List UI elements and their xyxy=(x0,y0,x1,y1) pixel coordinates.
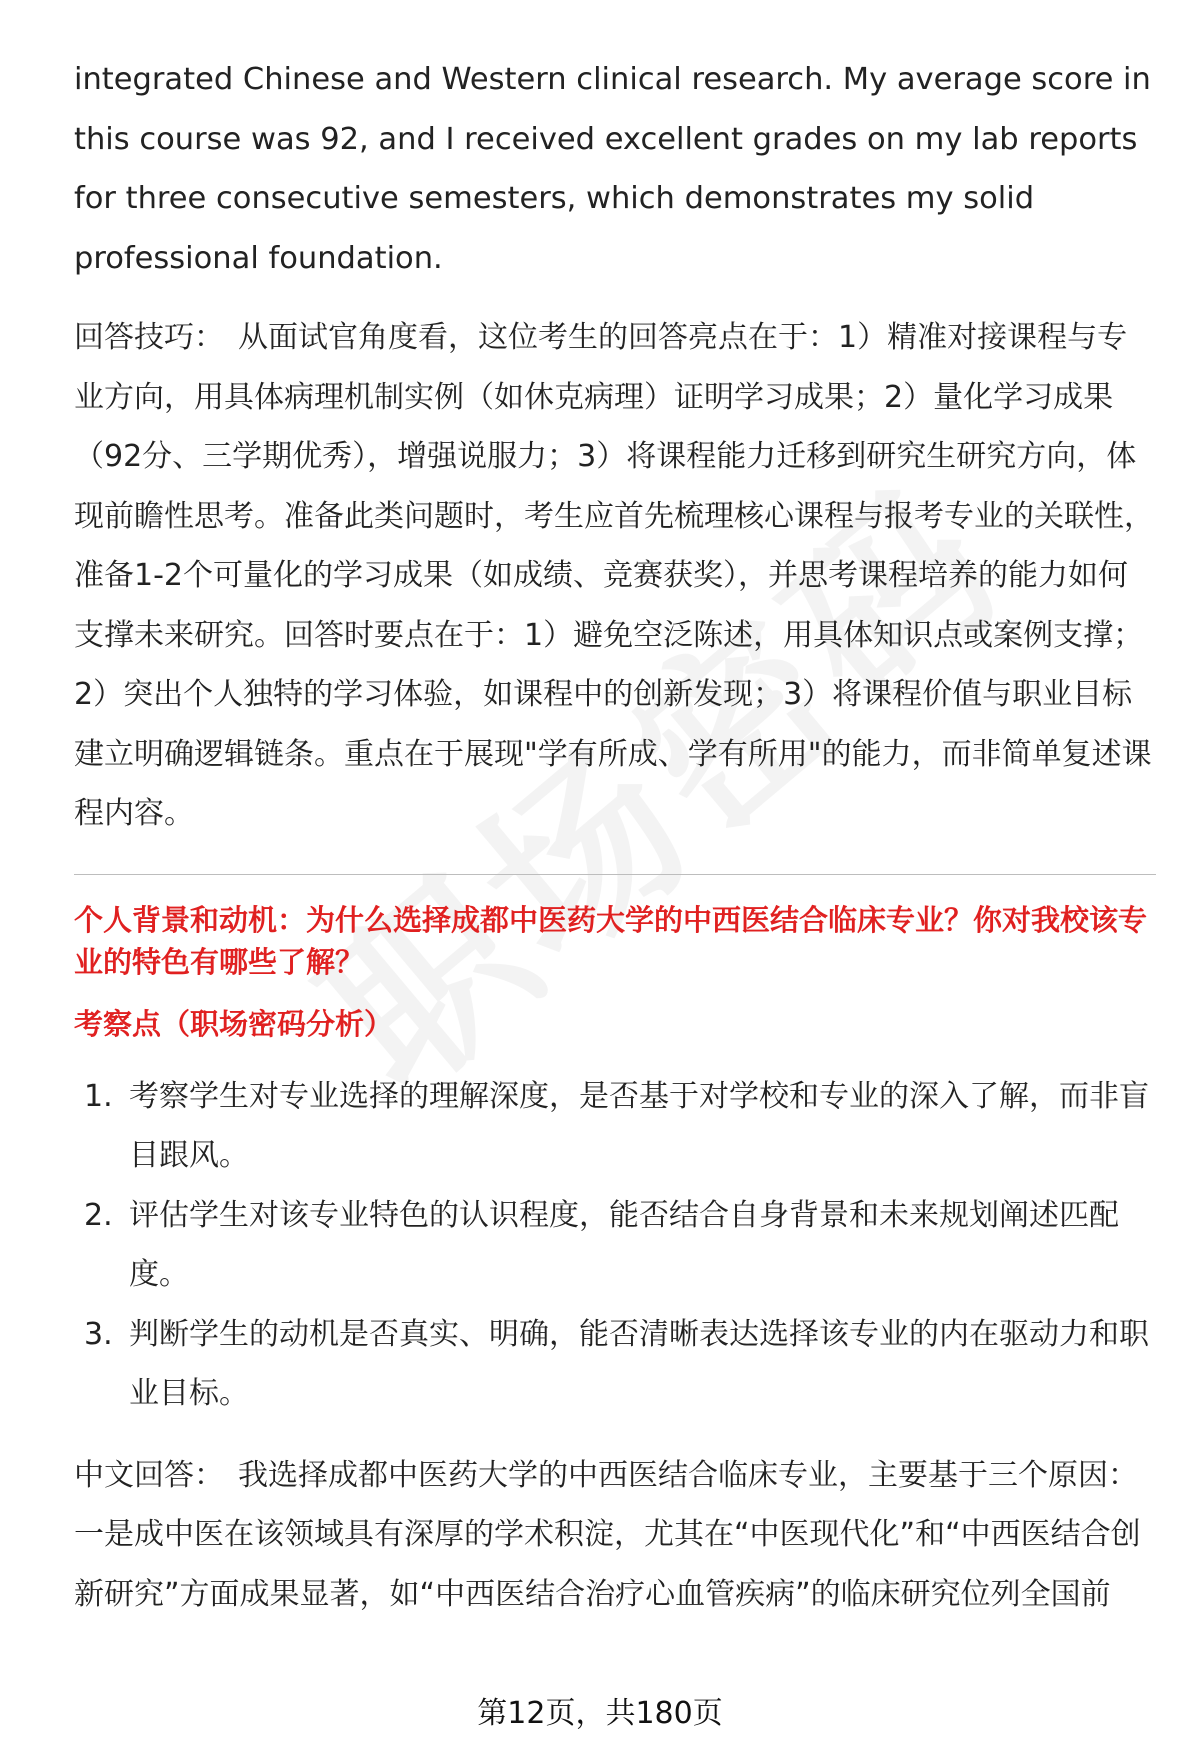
list-item-number: 3. xyxy=(84,1316,113,1352)
list-item xyxy=(74,1067,1154,1186)
list-item-text: 评估学生对该专业特色的认识程度，能否结合自身背景和未来规划阐述匹配度。 xyxy=(129,1197,1119,1292)
assessment-points-heading: 考察点（职场密码分析） xyxy=(74,1006,394,1041)
section-divider xyxy=(74,874,1156,875)
intro-paragraph-english: integrated Chinese and Western clinical research. My average score in this course was 92, and I received excellent grades on my lab reports for three consecutive semesters, which demonstrates my solid professional foundation. xyxy=(74,62,1151,276)
list-item-text: 判断学生的动机是否真实、明确，能否清晰表达选择该专业的内在驱动力和职业目标。 xyxy=(129,1316,1149,1411)
page-content xyxy=(74,50,1154,1624)
list-item-number: 2. xyxy=(84,1197,113,1233)
list-item xyxy=(74,1305,1154,1424)
answer-tips-text: 从面试官角度看，这位考生的回答亮点在于：1）精准对接课程与专业方向，用具体病理机制实例（如休克病理）证明学习成果；2）量化学习成果（92分、三学期优秀），增强说服力；3）将课程能力迁移到研究生研究方向，体现前瞻性思考。准备此类问题时，考生应首先梳理核心课程与报考专业的关联性，准备1-2个可量化的学习成果（如成绩、竞赛获奖），并思考课程培养的能力如何支撑未来研究。回答时要点在于：1）避免空泛陈述，用具体知识点或案例支撑；2）突出个人独特的学习体验，如课程中的创新发现；3）将课程价值与职业目标建立明确逻辑链条。重点在于展现"学有所成、学有所用"的能力，而非简单复述课程内容。 xyxy=(74,320,1154,831)
page-number-footer: 第12页，共180页 xyxy=(477,1696,723,1731)
chinese-answer-label: 中文回答： xyxy=(74,1457,224,1493)
chinese-answer-text: 我选择成都中医药大学的中西医结合临床专业，主要基于三个原因：一是成中医在该领域具有深厚的学术积淀，尤其在“中医现代化”和“中西医结合创新研究”方面成果显著，如“中西医结合治疗心血管疾病”的临床研究位列全国前 xyxy=(74,1457,1141,1612)
assessment-points-list xyxy=(74,1067,1154,1424)
chinese-answer-paragraph xyxy=(74,1446,1154,1625)
list-item-text: 考察学生对专业选择的理解深度，是否基于对学校和专业的深入了解，而非盲目跟风。 xyxy=(129,1078,1149,1173)
answer-tips-paragraph xyxy=(74,308,1154,844)
list-item-number: 1. xyxy=(84,1078,113,1114)
answer-tips-label: 回答技巧： xyxy=(74,320,224,355)
question-title: 个人背景和动机：为什么选择成都中医药大学的中西医结合临床专业？你对我校该专业的特色有哪些了解？ xyxy=(74,902,1148,979)
list-item xyxy=(74,1186,1154,1305)
